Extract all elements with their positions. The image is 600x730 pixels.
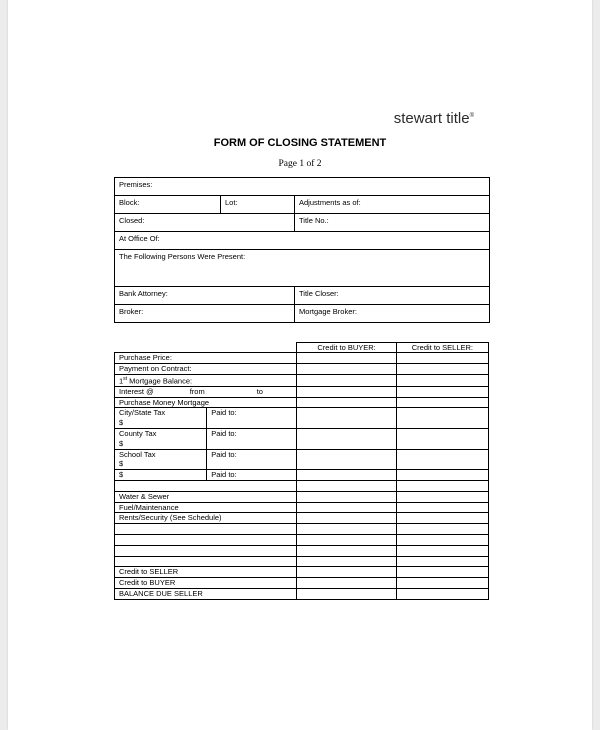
persons-row bbox=[115, 250, 490, 287]
closing-info-table bbox=[114, 177, 490, 323]
table-row bbox=[115, 374, 489, 386]
seller-cell[interactable] bbox=[396, 353, 488, 364]
buyer-cell[interactable] bbox=[297, 429, 396, 450]
credits-header-row bbox=[115, 343, 489, 353]
seller-cell[interactable] bbox=[396, 386, 488, 397]
office-row bbox=[115, 232, 490, 250]
table-row bbox=[115, 491, 489, 502]
page-title: FORM OF CLOSING STATEMENT bbox=[213, 137, 387, 149]
other-tax-cell: $ bbox=[115, 470, 207, 481]
seller-cell[interactable] bbox=[396, 397, 488, 408]
title-no-field[interactable]: Title No.: bbox=[295, 214, 490, 232]
buyer-cell[interactable] bbox=[297, 545, 396, 556]
seller-cell[interactable] bbox=[396, 567, 488, 578]
water-sewer-label: Water & Sewer bbox=[115, 491, 297, 502]
buyer-cell[interactable] bbox=[297, 578, 396, 589]
credits-table bbox=[114, 342, 489, 600]
block-field[interactable]: Block: bbox=[115, 196, 221, 214]
lot-field[interactable]: Lot: bbox=[221, 196, 295, 214]
buyer-cell[interactable] bbox=[297, 374, 396, 386]
buyer-cell[interactable] bbox=[297, 353, 396, 364]
credit-seller-header: Credit to SELLER: bbox=[396, 343, 488, 353]
buyer-cell[interactable] bbox=[297, 481, 396, 492]
buyer-cell[interactable] bbox=[297, 589, 396, 600]
rents-security-label: Rents/Security (See Schedule) bbox=[115, 513, 297, 524]
interest-label: Interest @ from to bbox=[115, 386, 297, 397]
city-tax-cell: City/State Tax $ bbox=[115, 408, 207, 429]
seller-cell[interactable] bbox=[396, 535, 488, 546]
table-row bbox=[115, 556, 489, 567]
table-row bbox=[115, 524, 489, 535]
table-row bbox=[115, 589, 489, 600]
logo-text: stewart title bbox=[393, 110, 470, 127]
buyer-cell[interactable] bbox=[297, 524, 396, 535]
credit-buyer-header: Credit to BUYER: bbox=[297, 343, 396, 353]
table-row bbox=[115, 513, 489, 524]
fuel-maintenance-label: Fuel/Maintenance bbox=[115, 502, 297, 513]
table-row bbox=[115, 363, 489, 374]
table-row bbox=[115, 535, 489, 546]
buyer-cell[interactable] bbox=[297, 513, 396, 524]
credit-to-buyer-label: Credit to BUYER bbox=[115, 578, 297, 589]
buyer-cell[interactable] bbox=[297, 363, 396, 374]
closed-row bbox=[115, 214, 490, 232]
premises-row bbox=[115, 178, 490, 196]
stewart-title-logo bbox=[394, 110, 474, 127]
buyer-cell[interactable] bbox=[297, 386, 396, 397]
seller-cell[interactable] bbox=[396, 513, 488, 524]
seller-cell[interactable] bbox=[396, 491, 488, 502]
closed-field[interactable]: Closed: bbox=[115, 214, 295, 232]
document-page bbox=[8, 0, 592, 730]
table-row bbox=[115, 545, 489, 556]
table-row bbox=[115, 481, 489, 492]
table-row bbox=[115, 386, 489, 397]
buyer-cell[interactable] bbox=[297, 397, 396, 408]
seller-cell[interactable] bbox=[396, 502, 488, 513]
county-tax-cell: County Tax $ bbox=[115, 429, 207, 450]
seller-cell[interactable] bbox=[396, 429, 488, 450]
seller-cell[interactable] bbox=[396, 524, 488, 535]
school-paid-to: Paid to: bbox=[207, 449, 297, 470]
logo-trademark: ® bbox=[469, 113, 474, 119]
seller-cell[interactable] bbox=[396, 374, 488, 386]
adjustments-field[interactable]: Adjustments as of: bbox=[295, 196, 490, 214]
seller-cell[interactable] bbox=[396, 589, 488, 600]
seller-cell[interactable] bbox=[396, 449, 488, 470]
title-closer-field[interactable]: Title Closer: bbox=[295, 287, 490, 305]
buyer-cell[interactable] bbox=[297, 556, 396, 567]
broker-field[interactable]: Broker: bbox=[115, 305, 295, 323]
county-paid-to: Paid to: bbox=[207, 429, 297, 450]
mortgage-broker-field[interactable]: Mortgage Broker: bbox=[295, 305, 490, 323]
table-row bbox=[115, 397, 489, 408]
balance-due-seller-label: BALANCE DUE SELLER bbox=[115, 589, 297, 600]
attorney-row bbox=[115, 287, 490, 305]
table-row bbox=[115, 578, 489, 589]
bank-attorney-field[interactable]: Bank Attorney: bbox=[115, 287, 295, 305]
buyer-cell[interactable] bbox=[297, 535, 396, 546]
table-row bbox=[115, 567, 489, 578]
payment-contract-label: Payment on Contract: bbox=[115, 363, 297, 374]
seller-cell[interactable] bbox=[396, 578, 488, 589]
buyer-cell[interactable] bbox=[297, 567, 396, 578]
city-paid-to: Paid to: bbox=[207, 408, 297, 429]
school-tax-cell: School Tax $ bbox=[115, 449, 207, 470]
office-field[interactable]: At Office Of: bbox=[115, 232, 490, 250]
block-row bbox=[115, 196, 490, 214]
table-row bbox=[115, 502, 489, 513]
buyer-cell[interactable] bbox=[297, 408, 396, 429]
seller-cell[interactable] bbox=[396, 556, 488, 567]
other-paid-to: Paid to: bbox=[207, 470, 297, 481]
purchase-price-label: Purchase Price: bbox=[115, 353, 297, 364]
seller-cell[interactable] bbox=[396, 408, 488, 429]
seller-cell[interactable] bbox=[396, 545, 488, 556]
purchase-money-mortgage-label: Purchase Money Mortgage bbox=[115, 397, 297, 408]
seller-cell[interactable] bbox=[396, 481, 488, 492]
buyer-cell[interactable] bbox=[297, 502, 396, 513]
buyer-cell[interactable] bbox=[297, 449, 396, 470]
credit-to-seller-label: Credit to SELLER bbox=[115, 567, 297, 578]
persons-present-field[interactable]: The Following Persons Were Present: bbox=[115, 250, 490, 287]
seller-cell[interactable] bbox=[396, 363, 488, 374]
page-number: Page 1 of 2 bbox=[278, 159, 322, 169]
buyer-cell[interactable] bbox=[297, 491, 396, 502]
table-row bbox=[115, 353, 489, 364]
buyer-cell[interactable] bbox=[297, 470, 396, 481]
broker-row bbox=[115, 305, 490, 323]
mortgage-balance-label: 1st Mortgage Balance: bbox=[115, 374, 297, 386]
premises-field[interactable]: Premises: bbox=[115, 178, 490, 196]
seller-cell[interactable] bbox=[396, 470, 488, 481]
